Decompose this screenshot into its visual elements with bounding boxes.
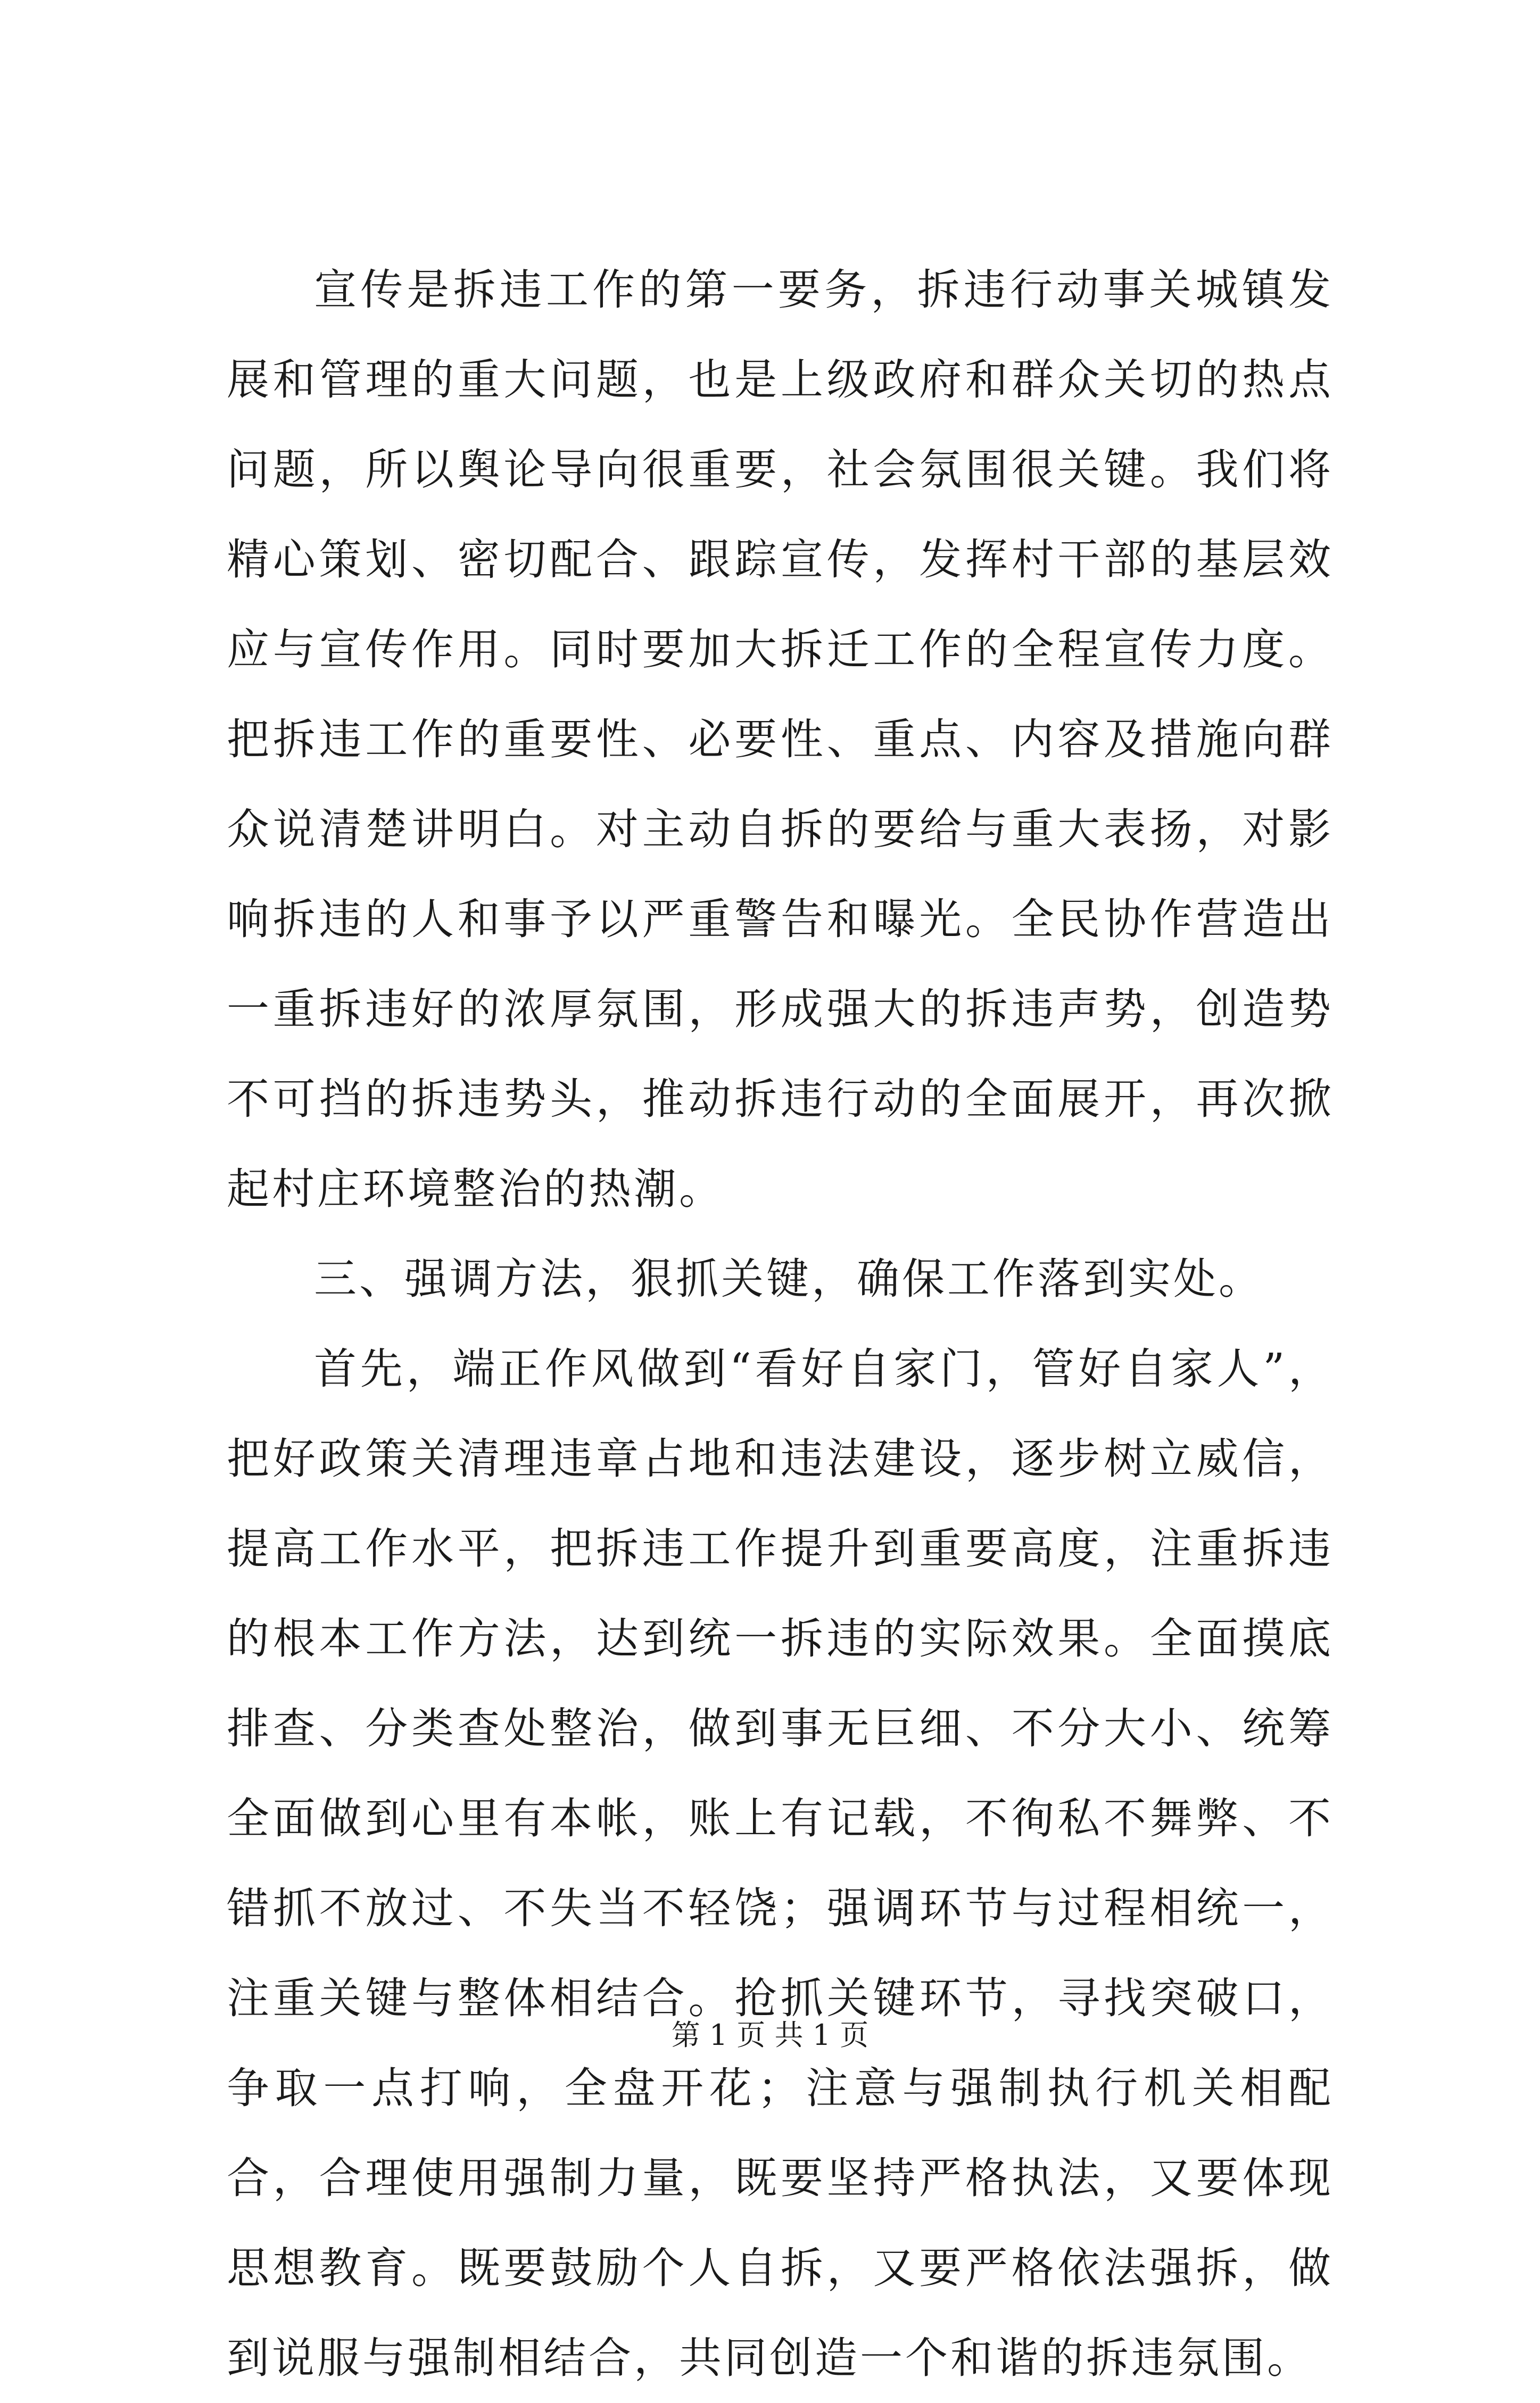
- page-footer: 第 1 页 共 1 页: [671, 2018, 869, 2052]
- document-body: [227, 245, 1334, 2403]
- section-heading: 三、强调方法，狠抓关键，确保工作落到实处。: [314, 1254, 1264, 1304]
- paragraph-methods: 首先，端正作风做到“看好自家门，管好自家人”，把好政策关清理违章占地和违法建设，逐步树立威信，提高工作水平，把拆违工作提升到重要高度，注重拆违的根本工作方法，达到统一拆违的实际效果。全面摸底排查、分类查处整治，做到事无巨细、不分大小、统筹全面做到心里有本帐，账上有记载，不徇私不舞弊、不错抓不放过、不失当不轻饶；强调环节与过程相统一，注重关键与整体相结合。抢抓关键环节，寻找突破口，争取一点打响，全盘开花；注意与强制执行机关相配合，合理使用强制力量，既要坚持严格执法，又要体现思想教育。既要鼓励个人自拆，又要严格依法强拆，做到说服与强制相结合，共同创造一个和谐的拆违氛围。: [227, 1344, 1334, 2383]
- paragraph-propaganda: 宣传是拆违工作的第一要务，拆违行动事关城镇发展和管理的重大问题，也是上级政府和群众关切的热点问题，所以舆论导向很重要，社会氛围很关键。我们将精心策划、密切配合、跟踪宣传，发挥村干部的基层效应与宣传作用。同时要加大拆迁工作的全程宣传力度。把拆违工作的重要性、必要性、重点、内容及措施向群众说清楚讲明白。对主动自拆的要给与重大表扬，对影响拆违的人和事予以严重警告和曝光。全民协作营造出一重拆违好的浓厚氛围，形成强大的拆违声势，创造势不可挡的拆违势头，推动拆违行动的全面展开，再次掀起村庄环境整治的热潮。: [227, 265, 1334, 1214]
